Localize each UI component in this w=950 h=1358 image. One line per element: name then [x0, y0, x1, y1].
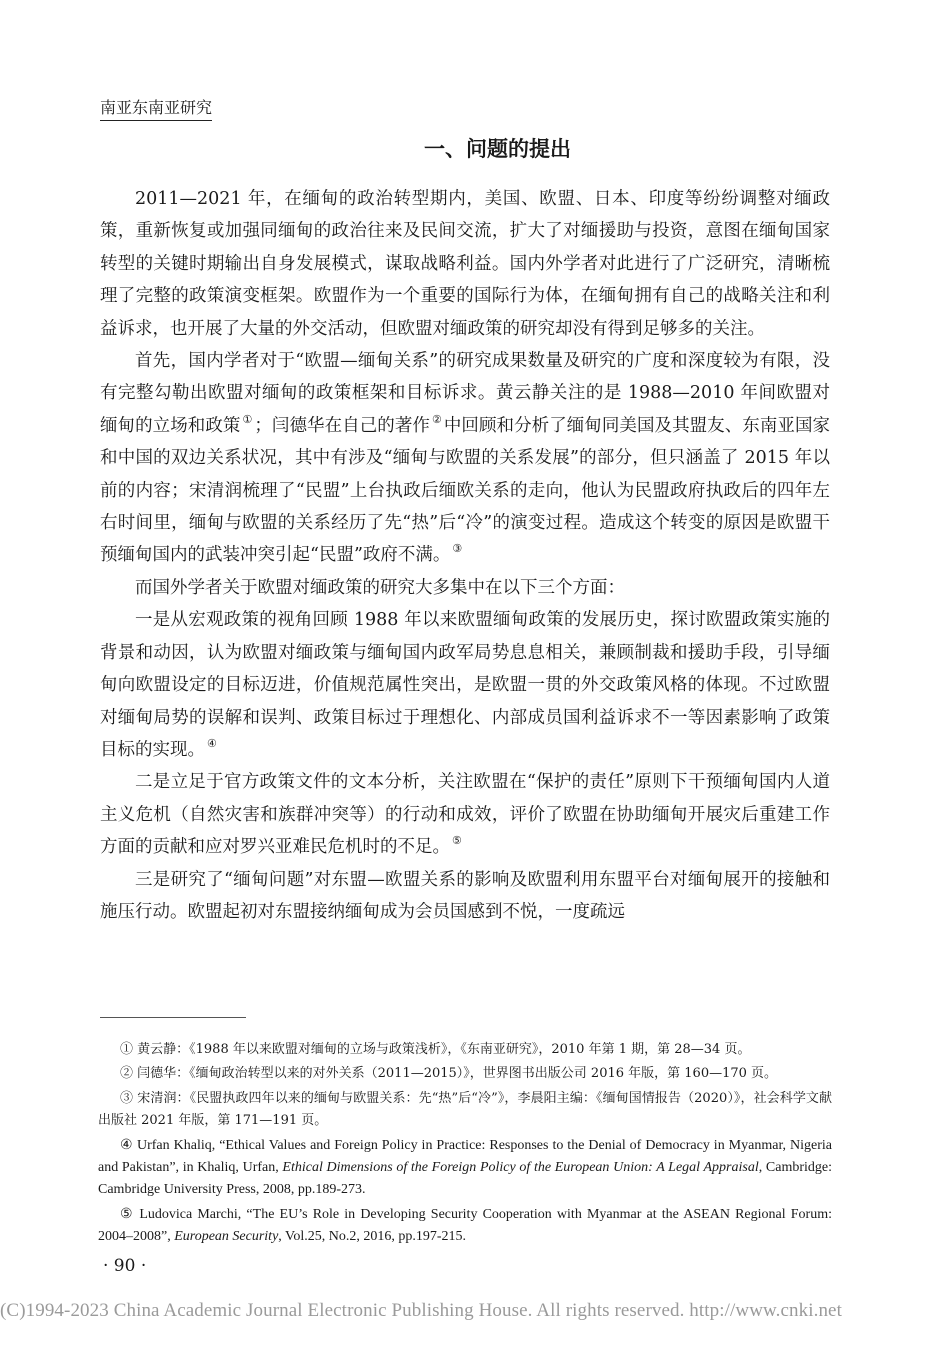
running-head: 南亚东南亚研究 — [100, 95, 212, 121]
paragraph-5: 二是立足于官方政策文件的文本分析，关注欧盟在“保护的责任”原则下干预缅甸国内人道主义危机（自然灾害和族群冲突等）的行动和成效，评价了欧盟在协助缅甸开展灾后重建工作方面的贡献和应对罗兴亚难民危机时的不足。 ⑤ — [100, 772, 830, 858]
paragraph-2: 首先，国内学者对于“欧盟—缅甸关系”的研究成果数量及研究的广度和深度较为有限，没有完整勾勒出欧盟对缅甸的政策框架和目标诉求。黄云静关注的是 1988—2010 年间欧盟对缅甸的立场和政策 ① ；闫德华在自己的著作 ② 中回顾和分析了缅甸同美国及其盟友、东南亚国家和中国的双边关系状况，其中有涉及“缅甸与欧盟的关系发展”的部分，但只涵盖了 2015 年以前的内容；宋清润梳理了“民盟”上台执政后缅欧关系的走向，他认为民盟政府执政后的四年左右时间里，缅甸与欧盟的关系经历了先“热”后“冷”的演变过程。造成这个转变的原因是欧盟干预缅甸国内的武装冲突引起“民盟”政府不满。 ③ — [100, 351, 831, 566]
footnote-5-journal: European Security — [174, 1229, 279, 1245]
footnote-4-title: Ethical Dimensions of the Foreign Policy of the European Union: A Legal Appraisal — [282, 1160, 759, 1176]
section-title — [0, 133, 950, 163]
body-text — [100, 183, 830, 928]
footnote-2: ② 闫德华：《缅甸政治转型以来的对外关系（2011—2015）》，世界图书出版公司 2016 年版，第 160—170 页。 — [120, 1066, 778, 1082]
footnotes — [98, 1039, 832, 1251]
footnote-ref-4[interactable]: ④ — [207, 736, 217, 750]
footnote-ref-5[interactable]: ⑤ — [452, 834, 462, 848]
footnote-divider — [100, 1017, 246, 1018]
paragraph-1: 2011—2021 年，在缅甸的政治转型期内，美国、欧盟、日本、印度等纷纷调整对缅政策，重新恢复或加强同缅甸的政治往来及民间交流，扩大了对缅援助与投资，意图在缅甸国家转型的关键时期输出自身发展模式，谋取战略利益。国内外学者对此进行了广泛研究，清晰梳理了完整的政策演变框架。欧盟作为一个重要的国际行为体，在缅甸拥有自己的战略关注和利益诉求，也开展了大量的外交活动，但欧盟对缅政策的研究却没有得到足够多的关注。 — [100, 189, 830, 339]
section-title-text: 一、问题的提出 — [424, 137, 571, 161]
footnote-ref-2[interactable]: ② — [431, 412, 442, 426]
footnote-ref-3[interactable]: ③ — [452, 542, 463, 556]
page-number: · 90 · — [103, 1256, 147, 1276]
footnote-4: ④ Urfan Khaliq, “Ethical Values and Foreign Policy in Practice: Responses to the Denial of Democracy in Myanmar, Nigeria and Pakistan”, in Khaliq, Urfan, Ethical Dimensions of the Foreign Policy of the European Union: A Legal Appraisal, Cambridge: Cambridge University Press, 2008, pp.189-273. — [98, 1137, 832, 1198]
paragraph-3: 而国外学者关于欧盟对缅政策的研究大多集中在以下三个方面： — [135, 577, 625, 598]
copyright-watermark: (C)1994-2023 China Academic Journal Electronic Publishing House. All rights reserved. http://www.cnki.net — [0, 1300, 842, 1321]
footnote-5: ⑤ Ludovica Marchi, “The EU’s Role in Developing Security Cooperation with Myanmar at the ASEAN Regional Forum: 2004–2008”, European Security, Vol.25, No.2, 2016, pp.197-215. — [98, 1206, 832, 1245]
footnote-3: ③ 宋清润：《民盟执政四年以来的缅甸与欧盟关系：先“热”后“冷”》，李晨阳主编：《缅甸国情报告（2020）》，社会科学文献出版社 2021 年版，第 171—191 页。 — [98, 1090, 832, 1129]
paragraph-6: 三是研究了“缅甸问题”对东盟—欧盟关系的影响及欧盟利用东盟平台对缅甸展开的接触和施压行动。欧盟起初对东盟接纳缅甸成为会员国感到不悦，一度疏远 — [100, 869, 830, 922]
footnote-1: ① 黄云静：《1988 年以来欧盟对缅甸的立场与政策浅析》，《东南亚研究》，2010 年第 1 期，第 28—34 页。 — [120, 1042, 751, 1057]
footnote-ref-1[interactable]: ① — [242, 412, 253, 426]
paragraph-4: 一是从宏观政策的视角回顾 1988 年以来欧盟缅甸政策的发展历史，探讨欧盟政策实施的背景和动因，认为欧盟对缅政策与缅甸国内政军局势息息相关，兼顾制裁和援助手段，引导缅甸向欧盟设定的目标迈进，价值规范属性突出，是欧盟一贯的外交政策风格的体现。不过欧盟对缅甸局势的误解和误判、政策目标过于理想化、内部成员国利益诉求不一等因素影响了政策目标的实现。 ④ — [100, 610, 830, 760]
